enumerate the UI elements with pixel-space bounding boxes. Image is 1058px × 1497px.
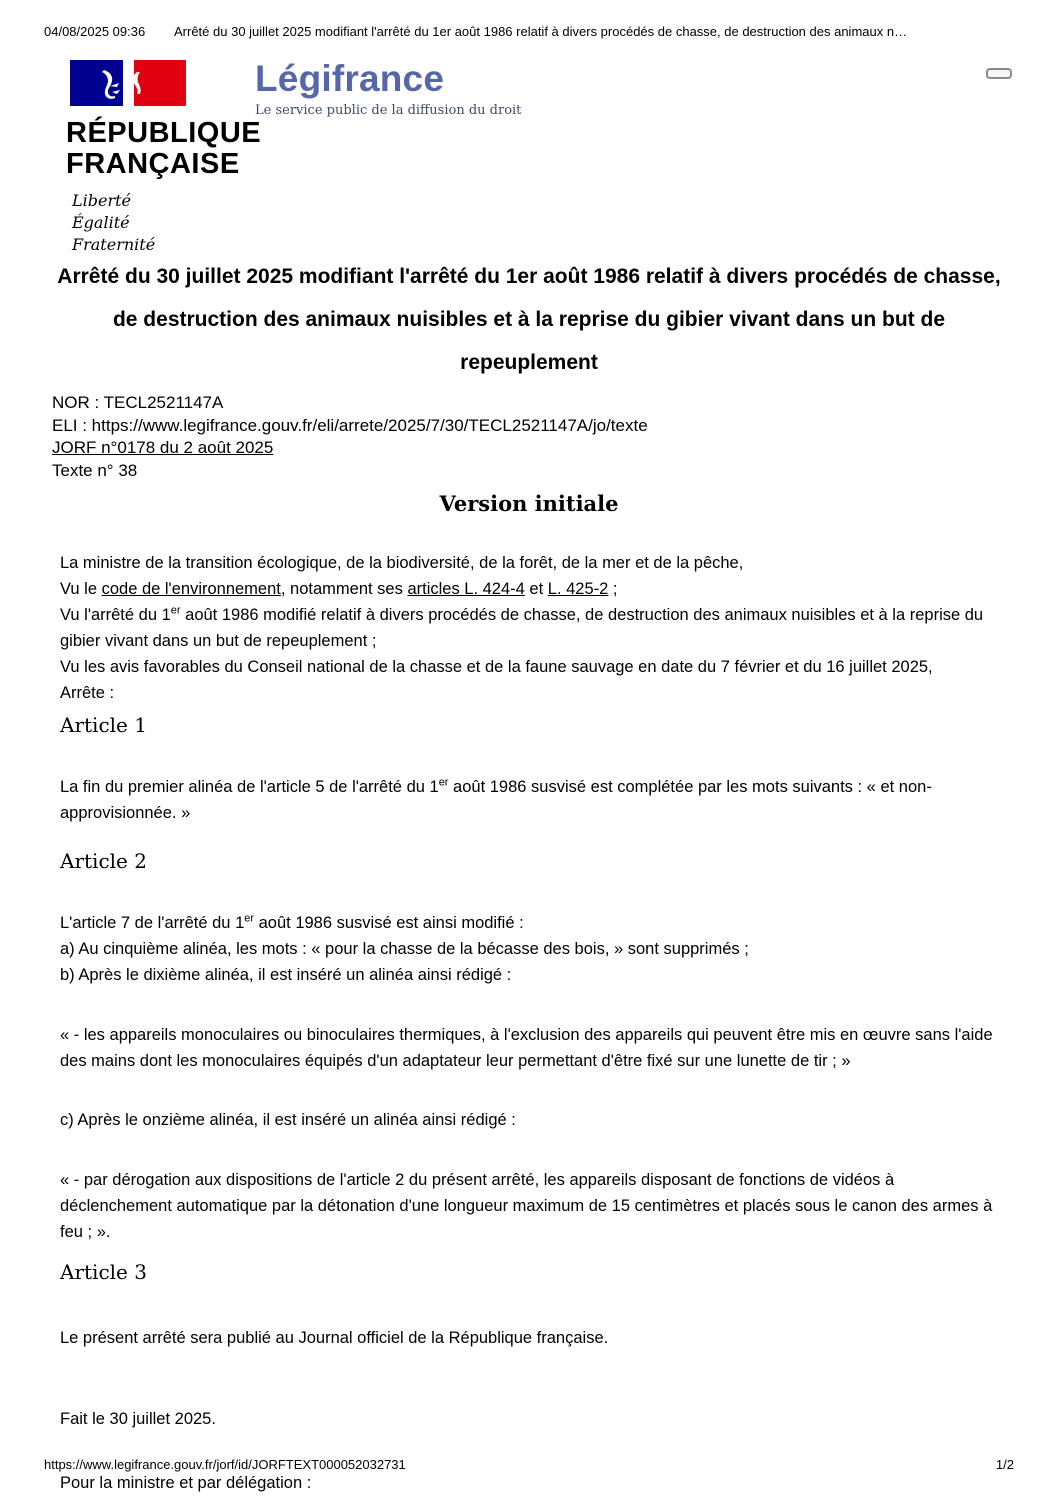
article-2-heading: Article 2 bbox=[60, 849, 147, 873]
document-body bbox=[0, 245, 1058, 1496]
gov-logo bbox=[66, 60, 262, 256]
article-text: a) Au cinquième alinéa, les mots : « pour la chasse de la bécasse des bois, » sont supprimés ; bbox=[60, 940, 749, 958]
article-text bbox=[60, 910, 1010, 936]
article-l425-2-link[interactable]: L. 425-2 bbox=[547, 580, 609, 598]
closing-date: Fait le 30 juillet 2025. bbox=[60, 1410, 216, 1428]
document-title: Arrêté du 30 juillet 2025 modifiant l'arrêté du 1er août 1986 relatif à divers procédés de chasse, de destruction des animaux nuisibles et à la reprise du gibier vivant dans un but de repeuplement bbox=[57, 265, 1001, 374]
article-text: La fin du premier alinéa de l'article 5 de l'arrêté du 1 bbox=[60, 778, 439, 796]
document-meta bbox=[52, 392, 1018, 482]
preamble-text: Vu l'arrêté du 1 bbox=[60, 606, 171, 624]
print-date: 04/08/2025 09:36 bbox=[44, 24, 146, 39]
motto-liberte: Liberté bbox=[72, 191, 131, 210]
preamble-line-4: Vu les avis favorables du Conseil national de la chasse et de la faune sauvage en date du 7 février et du 16 juillet 2025, bbox=[60, 658, 933, 676]
preamble-text: Vu le bbox=[60, 580, 102, 598]
superscript-er: er bbox=[244, 912, 255, 925]
motto-fraternite: Fraternité bbox=[72, 235, 156, 254]
preamble-line-5: Arrête : bbox=[60, 684, 115, 702]
article-l424-4-link[interactable]: articles L. 424-4 bbox=[407, 580, 525, 598]
article-3-heading: Article 3 bbox=[60, 1260, 147, 1284]
closing-delegation: Pour la ministre et par délégation : bbox=[60, 1474, 312, 1492]
article-3-body: Le présent arrêté sera publié au Journal officiel de la République française. bbox=[60, 1329, 609, 1347]
legifrance-wordmark: Légifrance bbox=[255, 58, 445, 99]
legifrance-tagline: Le service public de la diffusion du droit bbox=[255, 103, 522, 118]
print-title: Arrêté du 30 juillet 2025 modifiant l'arrêté du 1er août 1986 relatif à divers procédés de chasse, de destruction des animaux n… bbox=[174, 24, 908, 39]
french-flag-icon bbox=[70, 60, 186, 106]
article-2-paragraph-2: « - les appareils monoculaires ou binoculaires thermiques, à l'exclusion des appareils qui peuvent être mis en œuvre sans l'aide des mains dont les monoculaires équipés d'un adaptateur leur permettant d'être fixé sur une lunette de tir ; » bbox=[60, 1026, 993, 1070]
jorf-link[interactable]: JORF n°0178 du 2 août 2025 bbox=[52, 438, 274, 457]
article-2-paragraph-1 bbox=[60, 910, 1010, 988]
preamble-text: , notamment ses bbox=[280, 580, 408, 598]
motto-egalite: Égalité bbox=[72, 213, 130, 232]
article-text: L'article 7 de l'arrêté du 1 bbox=[60, 914, 245, 932]
version-heading: Version initiale bbox=[439, 491, 619, 516]
pill-icon bbox=[986, 68, 1012, 79]
preamble-text: août 1986 modifié relatif à divers procédés de chasse, de destruction des animaux nuisibles et à la reprise du gibier vivant dans un but de repeuplement ; bbox=[60, 606, 984, 650]
code-environnement-link[interactable]: code de l'environnement bbox=[101, 580, 281, 598]
preamble-line-3 bbox=[60, 602, 1010, 654]
republique-line1: RÉPUBLIQUE bbox=[66, 117, 262, 149]
article-text: août 1986 susvisé est ainsi modifié : bbox=[254, 914, 524, 932]
legifrance-logo bbox=[255, 58, 521, 119]
print-footer bbox=[44, 1457, 1014, 1473]
print-header bbox=[44, 24, 1014, 40]
article-text: b) Après le dixième alinéa, il est inséré un alinéa ainsi rédigé : bbox=[60, 966, 512, 984]
article-2-paragraph-4: « - par dérogation aux dispositions de l'article 2 du présent arrêté, les appareils disposant de fonctions de vidéos à déclenchement automatique par la détonation d'une longueur maximum de 15 centimètres et placés sous le canon des armes à feu ; ». bbox=[60, 1171, 993, 1241]
article-2-paragraph-3: c) Après le onzième alinéa, il est inséré un alinéa ainsi rédigé : bbox=[60, 1111, 516, 1129]
article-text: août 1986 susvisé est complétée par les mots suivants : « et non-approvisionnée. » bbox=[60, 778, 932, 822]
republique-line2: FRANÇAISE bbox=[66, 148, 240, 180]
superscript-er: er bbox=[170, 604, 181, 617]
footer-page-number: 1/2 bbox=[995, 1457, 1014, 1472]
preamble-line-1: La ministre de la transition écologique, de la biodiversité, de la forêt, de la mer et de la pêche, bbox=[60, 554, 744, 572]
footer-url: https://www.legifrance.gouv.fr/jorf/id/JORFTEXT000052032731 bbox=[44, 1457, 406, 1472]
preamble-text: ; bbox=[608, 580, 618, 598]
republique-wordmark bbox=[66, 117, 262, 180]
preamble-text: et bbox=[524, 580, 548, 598]
article-1-heading: Article 1 bbox=[60, 713, 147, 737]
texte-number: Texte n° 38 bbox=[52, 460, 138, 480]
preamble bbox=[60, 550, 1010, 706]
superscript-er: er bbox=[438, 776, 449, 789]
article-1-body bbox=[60, 774, 1010, 826]
preamble-line-2 bbox=[60, 576, 1010, 602]
nor-line: NOR : TECL2521147A bbox=[52, 393, 224, 412]
eli-line: ELI : https://www.legifrance.gouv.fr/eli/arrete/2025/7/30/TECL2521147A/jo/texte bbox=[52, 415, 648, 435]
